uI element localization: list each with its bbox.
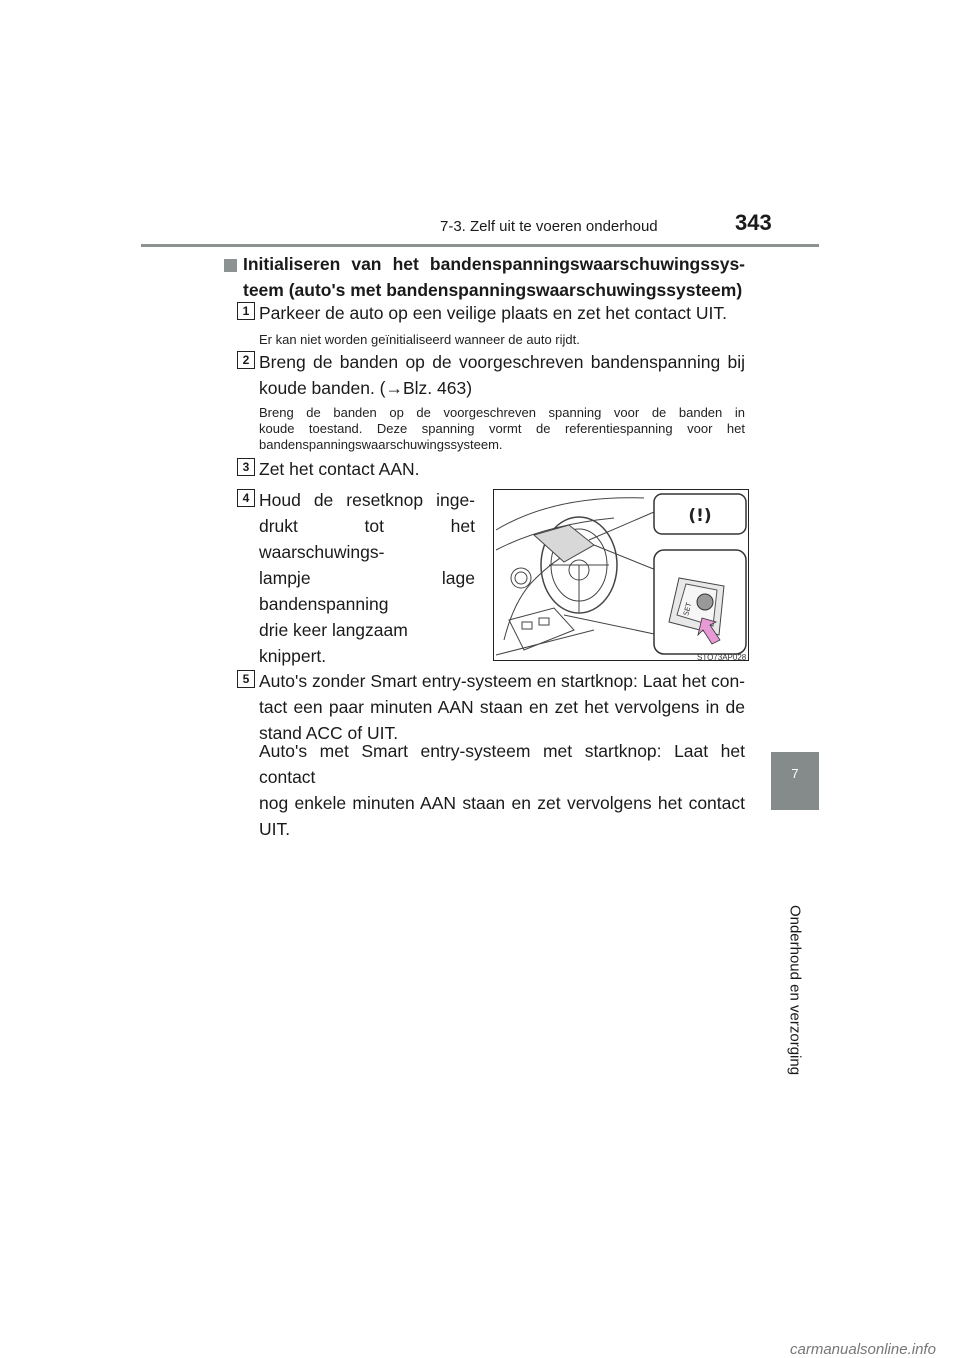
section-title: 7-3. Zelf uit te voeren onderhoud	[440, 218, 658, 235]
step-2-line-1: Breng de banden op de voorgeschreven bandenspanning bij	[259, 352, 745, 372]
step-5-p1-line-1: Auto's zonder Smart entry-systeem en startknop: Laat het con-	[259, 671, 745, 691]
step-badge-2: 2	[237, 351, 255, 369]
step-2-text	[259, 349, 745, 401]
reset-button-icon	[697, 594, 713, 610]
step-1-note: Er kan niet worden geïnitialiseerd wanneer de auto rijdt.	[259, 332, 580, 347]
step-2-note-line-2: koude toestand. Deze spanning vormt de referentiespanning voor het	[259, 421, 745, 436]
chapter-number: 7	[791, 766, 799, 781]
step-5-p1-line-3: stand ACC of UIT.	[259, 723, 399, 743]
chapter-label: Onderhoud en verzorging	[786, 904, 804, 1076]
step-5-p2-line-3: UIT.	[259, 819, 291, 839]
step-1-text: Parkeer de auto op een veilige plaats en zet het contact UIT.	[259, 303, 727, 323]
step-5-p2-line-2: nog enkele minuten AAN staan en zet vervolgens het contact	[259, 793, 745, 813]
step-2-line-2-prefix: koude banden. (	[259, 378, 386, 398]
watermark[interactable]: carmanualsonline.info	[790, 1341, 936, 1358]
step-5-p1-line-2: tact een paar minuten AAN staan en zet het vervolgens in de	[259, 697, 745, 717]
step-5-paragraph-1	[259, 668, 745, 746]
header-divider	[141, 244, 819, 247]
step-2-note-line-3: bandenspanningswaarschuwingssysteem.	[259, 437, 503, 452]
step-2-note	[259, 405, 745, 453]
step-badge-4: 4	[237, 489, 255, 507]
step-4-line-4: drie keer langzaam knippert.	[259, 620, 408, 666]
step-badge-5: 5	[237, 670, 255, 688]
step-badge-3: 3	[237, 458, 255, 476]
step-3-text: Zet het contact AAN.	[259, 459, 420, 479]
heading-line-1: Initialiseren van het bandenspanningswaarschuwingssys-	[243, 254, 745, 274]
step-4-line-2: drukt tot het waarschuwings-	[259, 516, 475, 562]
dashboard-drawing	[494, 490, 748, 660]
step-2-page-ref[interactable]: Blz. 463)	[403, 378, 473, 398]
dashboard-illustration	[493, 489, 749, 661]
chapter-tab	[771, 752, 819, 810]
step-badge-1: 1	[237, 302, 255, 320]
step-2-note-line-1: Breng de banden op de voorgeschreven spanning voor de banden in	[259, 405, 745, 420]
page-ref-arrow-icon: →	[385, 378, 403, 398]
step-4-line-1: Houd de resetknop inge-	[259, 490, 475, 510]
section-heading	[243, 251, 745, 303]
step-4-line-3: lampje lage bandenspanning	[259, 568, 475, 614]
figure-code: STO73AP028	[697, 653, 747, 662]
set-label: SET	[682, 601, 694, 617]
page-number: 343	[735, 210, 772, 235]
heading-square-icon	[224, 259, 237, 272]
step-5-paragraph-2	[259, 738, 745, 842]
tire-pressure-warning-icon: (!)	[688, 506, 712, 526]
step-4-text	[259, 487, 475, 669]
heading-line-2: teem (auto's met bandenspanningswaarschuwingssysteem)	[243, 280, 743, 300]
step-5-p2-line-1: Auto's met Smart entry-systeem met startknop: Laat het contact	[259, 741, 745, 787]
